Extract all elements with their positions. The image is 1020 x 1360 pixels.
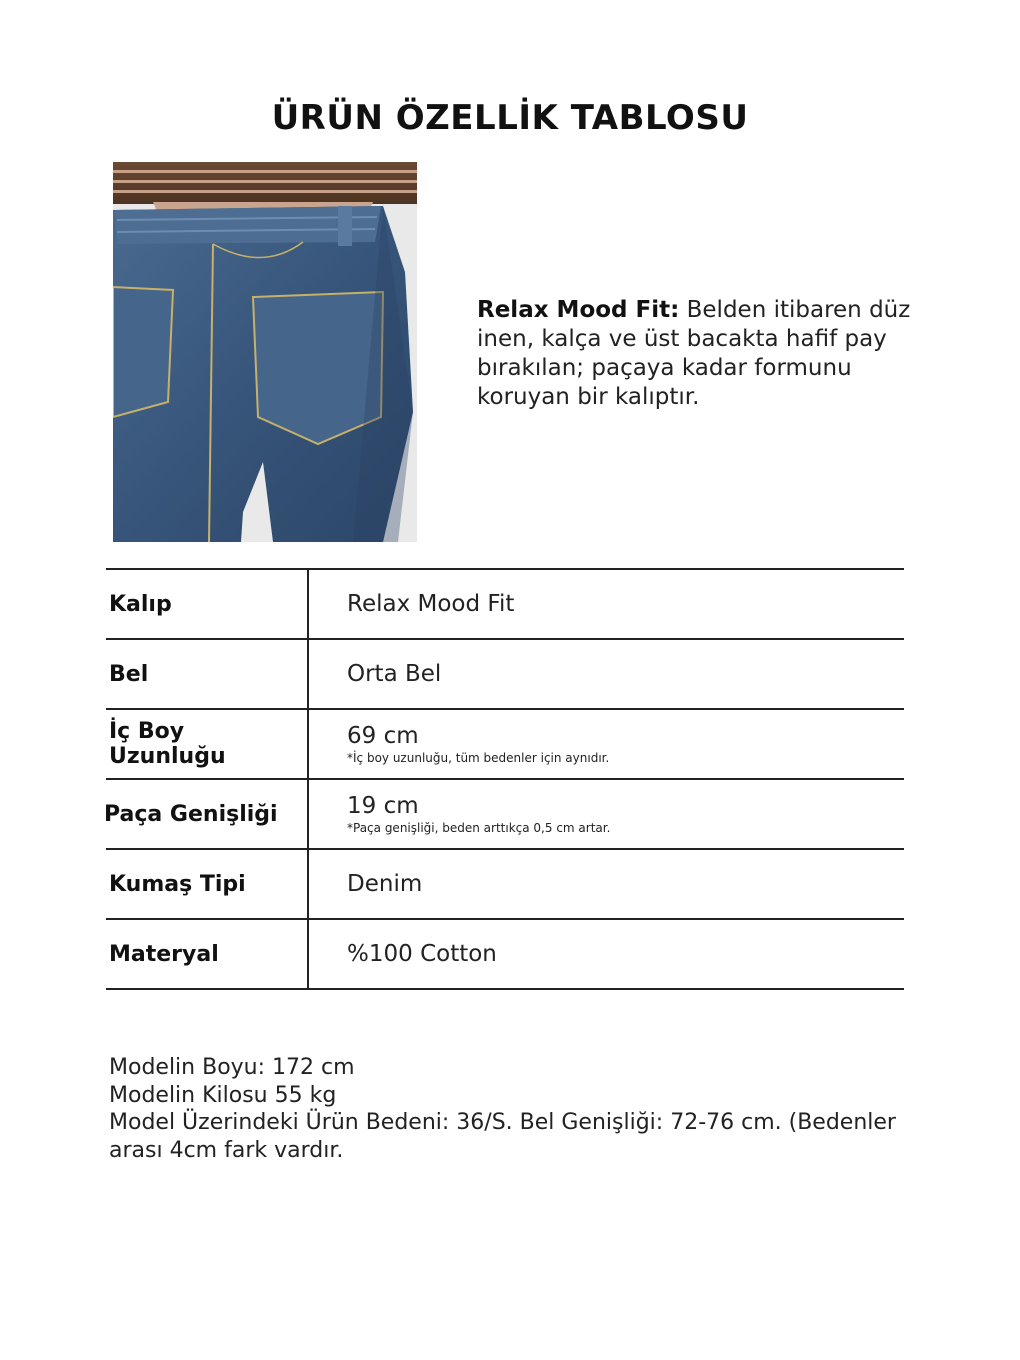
spec-row-materyal	[106, 920, 904, 990]
model-height: Modelin Boyu: 172 cm	[109, 1055, 355, 1080]
spec-value: Denim	[347, 871, 423, 897]
fit-name: Relax Mood Fit:	[477, 297, 680, 323]
spec-note: *İç boy uzunluğu, tüm bedenler için aynıdır.	[347, 750, 610, 765]
spec-note: *Paça genişliği, beden arttıkça 0,5 cm artar.	[347, 820, 611, 835]
page-title: ÜRÜN ÖZELLİK TABLOSU	[271, 98, 749, 138]
fit-description	[477, 296, 917, 412]
model-size: Model Üzerindeki Ürün Bedeni: 36/S. Bel Genişliği: 72-76 cm. (Bedenler arası 4cm fark vardır.	[109, 1110, 896, 1163]
spec-value: Orta Bel	[347, 661, 442, 687]
spec-table	[106, 568, 904, 990]
spec-value: %100 Cotton	[347, 941, 497, 967]
spec-label: Kalıp	[109, 591, 172, 617]
model-weight: Modelin Kilosu 55 kg	[109, 1082, 337, 1108]
spec-row-ic-boy	[106, 710, 904, 780]
spec-value: Relax Mood Fit	[347, 591, 515, 617]
model-info	[109, 1054, 909, 1164]
spec-row-kalip	[106, 570, 904, 640]
spec-label: Paça Genişliği	[104, 801, 278, 827]
spec-label: Bel	[109, 661, 149, 687]
spec-value: 19 cm	[347, 792, 419, 819]
spec-label: Materyal	[109, 941, 219, 967]
jeans-back-image	[113, 162, 417, 542]
spec-label: Kumaş Tipi	[109, 871, 246, 897]
spec-label: İç Boy Uzunluğu	[109, 719, 226, 769]
fit-text: Belden itibaren düz inen, kalça ve üst bacakta hafif pay bırakılan; paçaya kadar formunu koruyan bir kalıptır.	[477, 297, 911, 410]
spec-row-kumas	[106, 850, 904, 920]
product-photo	[113, 162, 417, 542]
spec-row-bel	[106, 640, 904, 710]
spec-row-paca	[106, 780, 904, 850]
spec-value: 69 cm	[347, 722, 419, 749]
